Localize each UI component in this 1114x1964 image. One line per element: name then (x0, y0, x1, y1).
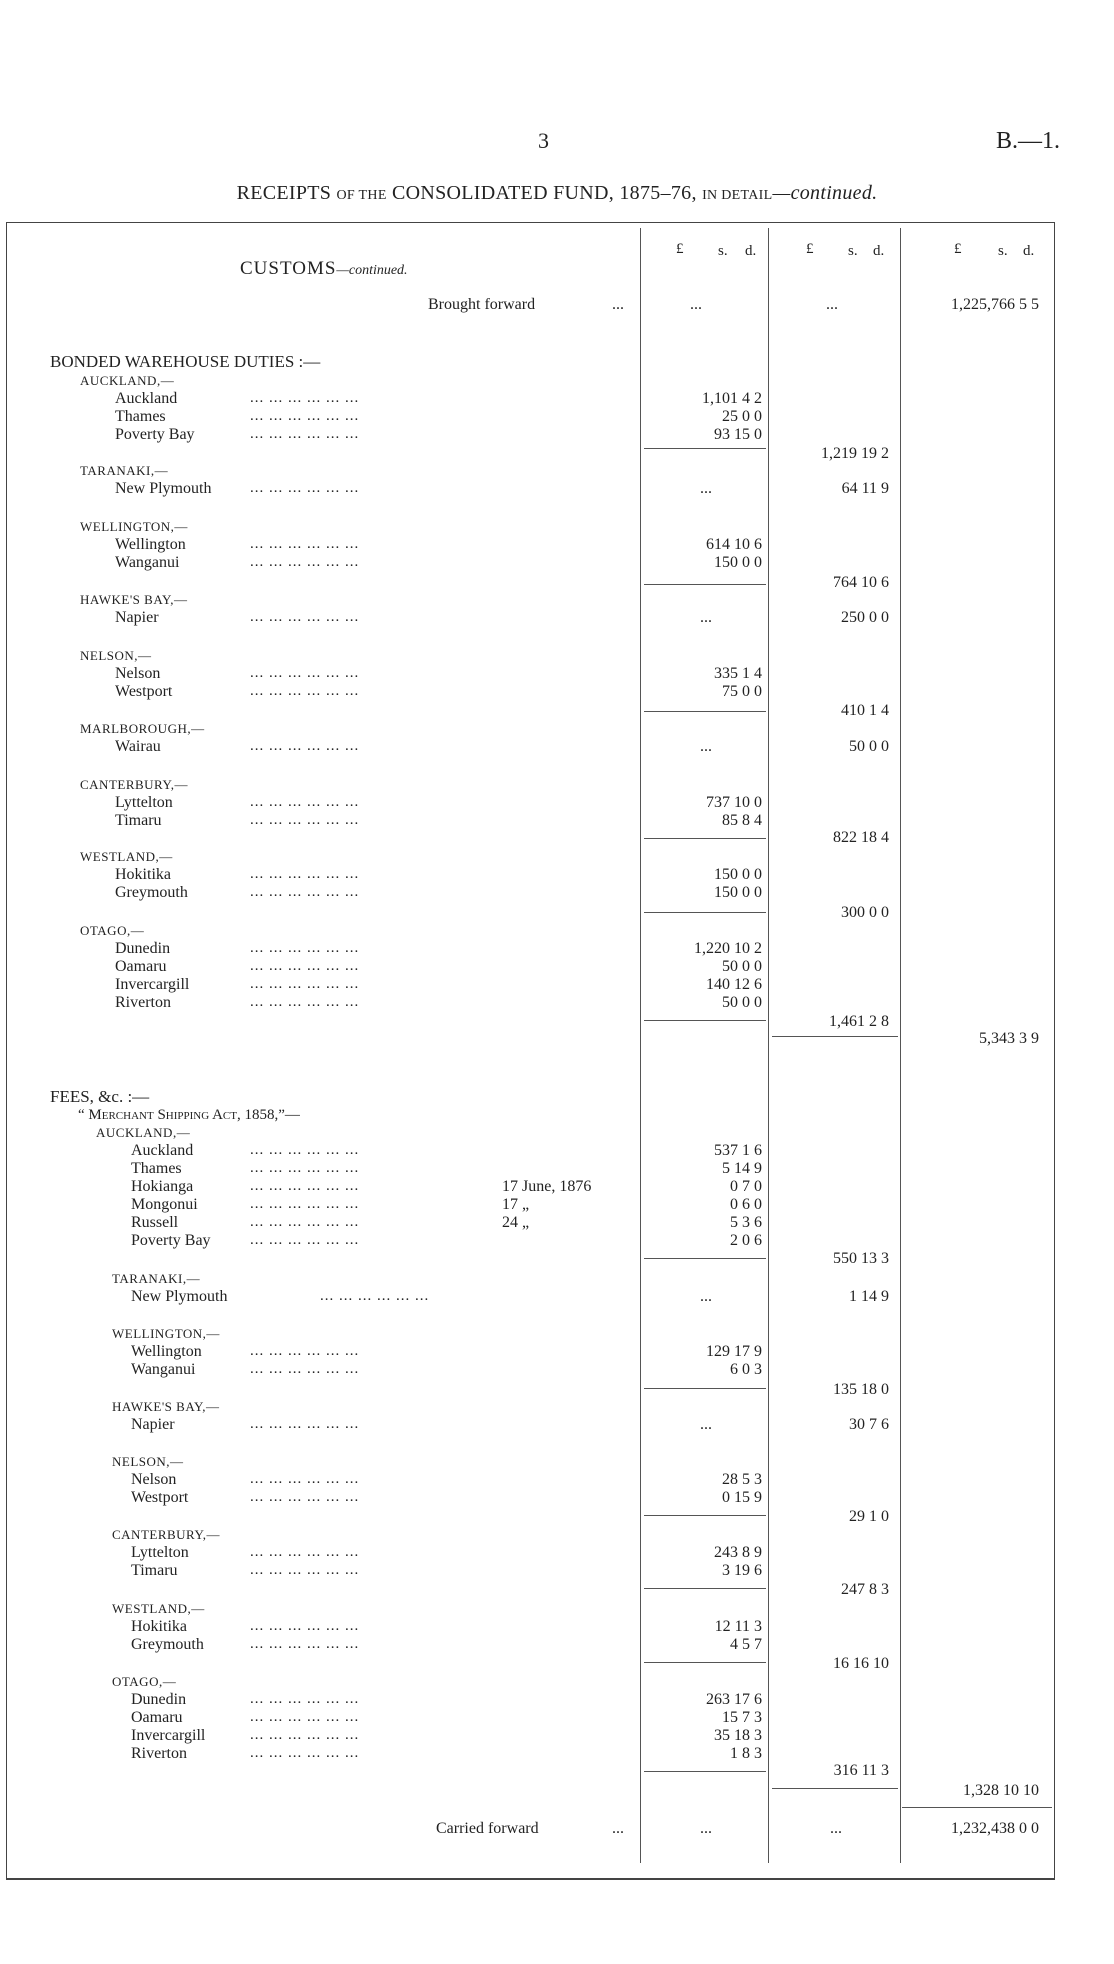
fees-westport-label: Westport (131, 1489, 189, 1506)
leader-dots: ... ... ... ... ... ... (250, 1142, 360, 1158)
leader-dots: ... ... ... ... ... ... (250, 1562, 360, 1578)
bonded-lyttelton-amount: 737 10 0 (706, 794, 762, 811)
fees-thames-label: Thames (131, 1160, 182, 1177)
fees-canterbury-total: 247 8 3 (841, 1581, 889, 1598)
bonded-auckland-label: Auckland (115, 390, 178, 407)
fees-hawkes-bay-total: 30 7 6 (849, 1416, 889, 1433)
bonded-otago-total: 1,461 2 8 (829, 1013, 889, 1030)
total-rule (772, 1788, 898, 1789)
bonded-oamaru-label: Oamaru (115, 958, 167, 975)
column-divider-3 (900, 228, 901, 1863)
bonded-auckland-amount: 1,101 4 2 (702, 390, 762, 407)
subtotal-rule (644, 584, 766, 585)
bonded-nelson-label: Nelson (115, 665, 161, 682)
subtotal-rule (644, 838, 766, 839)
bonded-new-plymouth-amount: ... (700, 480, 712, 497)
total-rule (772, 1036, 898, 1037)
fees-westport-amount: 0 15 9 (722, 1489, 762, 1506)
subtotal-rule (644, 1588, 766, 1589)
fees-wellington-label: Wellington (131, 1343, 202, 1360)
bonded-heading: BONDED WAREHOUSE DUTIES :— (50, 352, 321, 371)
brought-forward-col3: 1,225,766 5 5 (951, 296, 1039, 313)
fees-greymouth-amount: 4 5 7 (730, 1636, 762, 1653)
fees-otago-total: 316 11 3 (833, 1762, 889, 1779)
bonded-invercargill-label: Invercargill (115, 976, 190, 993)
leader-dots: ... ... ... ... ... ... (250, 1232, 360, 1248)
leader-dots: ... ... ... ... ... ... (250, 480, 360, 496)
fees-oamaru-label: Oamaru (131, 1709, 183, 1726)
fees-auckland-amount: 537 1 6 (714, 1142, 762, 1159)
col1-pence-header: d. (745, 243, 757, 259)
fees-wellington-total: 135 18 0 (833, 1381, 889, 1398)
leader-dots: ... ... ... ... ... ... (250, 554, 360, 570)
col3-pounds-header: £ (954, 241, 962, 257)
fees-nelson-label: Nelson (131, 1471, 177, 1488)
bonded-westland-heading: WESTLAND,— (80, 849, 173, 864)
title-in-detail: IN DETAIL (702, 188, 773, 203)
bonded-poverty-bay-label: Poverty Bay (115, 426, 195, 443)
bonded-marlborough-total: 50 0 0 (849, 738, 889, 755)
fees-lyttelton-amount: 243 8 9 (714, 1544, 762, 1561)
fees-hokitika-amount: 12 11 3 (714, 1618, 762, 1635)
fees-nelson-amount: 28 5 3 (722, 1471, 762, 1488)
col3-shillings-header: s. (998, 243, 1008, 259)
fees-nelson-heading: NELSON,— (112, 1454, 184, 1469)
bonded-napier-amount: ... (700, 609, 712, 626)
fees-riverton-label: Riverton (131, 1745, 187, 1762)
leader-dots: ... ... ... ... ... ... (250, 994, 360, 1010)
bonded-oamaru-amount: 50 0 0 (722, 958, 762, 975)
fees-mongonui-label: Mongonui (131, 1196, 198, 1213)
leader-dots: ... ... ... ... ... ... (250, 536, 360, 552)
title-continued: —continued. (772, 182, 878, 204)
fees-wanganui-label: Wanganui (131, 1361, 196, 1378)
subtotal-rule (644, 1020, 766, 1021)
bonded-wanganui-amount: 150 0 0 (714, 554, 762, 571)
bonded-timaru-amount: 85 8 4 (722, 812, 762, 829)
subtotal-rule (644, 912, 766, 913)
fees-poverty-bay-amount: 2 0 6 (730, 1232, 762, 1249)
fees-wanganui-amount: 6 0 3 (730, 1361, 762, 1378)
bonded-hokitika-label: Hokitika (115, 866, 171, 883)
fees-auckland-total: 550 13 3 (833, 1250, 889, 1267)
carried-forward-col1: ... (700, 1820, 712, 1837)
fees-dunedin-amount: 263 17 6 (706, 1691, 762, 1708)
subtotal-rule (644, 1771, 766, 1772)
total-rule (902, 1807, 1052, 1808)
leader-dots: ... ... ... ... ... ... (250, 665, 360, 681)
fees-napier-label: Napier (131, 1416, 175, 1433)
bonded-auckland-total: 1,219 19 2 (821, 445, 889, 462)
col1-pounds-header: £ (676, 241, 684, 257)
bonded-lyttelton-label: Lyttelton (115, 794, 173, 811)
leader-dots: ... ... ... ... ... ... (250, 1745, 360, 1761)
leader-dots: ... ... ... ... ... ... (250, 1196, 360, 1212)
fees-grand-total: 1,328 10 10 (963, 1782, 1039, 1799)
title-receipts: RECEIPTS (236, 182, 332, 204)
fees-napier-amount: ... (700, 1416, 712, 1433)
bonded-westland-total: 300 0 0 (841, 904, 889, 921)
bonded-canterbury-total: 822 18 4 (833, 829, 889, 846)
fees-heading: FEES, &c. :— (50, 1087, 150, 1106)
title-fund: CONSOLIDATED FUND, 1875–76, (392, 182, 697, 204)
leader-dots: ... ... ... ... ... ... (250, 1709, 360, 1725)
leader-dots: ... ... ... ... ... ... (250, 1471, 360, 1487)
subtotal-rule (644, 1515, 766, 1516)
leader-dots: ... ... ... ... ... ... (250, 1489, 360, 1505)
fees-russell-label: Russell (131, 1214, 179, 1231)
bonded-greymouth-label: Greymouth (115, 884, 188, 901)
leader-dots: ... ... ... ... ... ... (250, 1214, 360, 1230)
fees-mongonui-amount: 0 6 0 (730, 1196, 762, 1213)
fees-hokianga-date: 17 June, 1876 (502, 1178, 592, 1195)
fees-hokianga-label: Hokianga (131, 1178, 194, 1195)
fees-wellington-amount: 129 17 9 (706, 1343, 762, 1360)
col3-pence-header: d. (1023, 243, 1035, 259)
fees-invercargill-amount: 35 18 3 (714, 1727, 762, 1744)
bonded-nelson-heading: NELSON,— (80, 648, 152, 663)
brought-forward-dots: ... (612, 296, 624, 313)
leader-dots: ... ... ... ... ... ... (250, 1636, 360, 1652)
bonded-napier-label: Napier (115, 609, 159, 626)
leader-dots: ... ... ... ... ... ... (250, 884, 360, 900)
bonded-invercargill-amount: 140 12 6 (706, 976, 762, 993)
fees-nelson-total: 29 1 0 (849, 1508, 889, 1525)
column-divider-2 (768, 228, 769, 1863)
leader-dots: ... ... ... ... ... ... (250, 408, 360, 424)
carried-forward-col3: 1,232,438 0 0 (951, 1820, 1039, 1837)
fees-timaru-amount: 3 19 6 (722, 1562, 762, 1579)
leader-dots: ... ... ... ... ... ... (250, 1343, 360, 1359)
fees-wellington-heading: WELLINGTON,— (112, 1326, 220, 1341)
bonded-greymouth-amount: 150 0 0 (714, 884, 762, 901)
fees-taranaki-total: 1 14 9 (849, 1288, 889, 1305)
fees-lyttelton-label: Lyttelton (131, 1544, 189, 1561)
col1-shillings-header: s. (718, 243, 728, 259)
leader-dots: ... ... ... ... ... ... (250, 976, 360, 992)
leader-dots: ... ... ... ... ... ... (320, 1288, 430, 1304)
subtotal-rule (644, 1388, 766, 1389)
bonded-wanganui-label: Wanganui (115, 554, 180, 571)
leader-dots: ... ... ... ... ... ... (250, 1361, 360, 1377)
fees-new-plymouth-amount: ... (700, 1288, 712, 1305)
bonded-riverton-amount: 50 0 0 (722, 994, 762, 1011)
bonded-timaru-label: Timaru (115, 812, 162, 829)
fees-poverty-bay-label: Poverty Bay (131, 1232, 211, 1249)
leader-dots: ... ... ... ... ... ... (250, 794, 360, 810)
fees-new-plymouth-label: New Plymouth (131, 1288, 228, 1305)
fees-oamaru-amount: 15 7 3 (722, 1709, 762, 1726)
subtotal-rule (644, 711, 766, 712)
bonded-riverton-label: Riverton (115, 994, 171, 1011)
leader-dots: ... ... ... ... ... ... (250, 866, 360, 882)
bonded-poverty-bay-amount: 93 15 0 (714, 426, 762, 443)
leader-dots: ... ... ... ... ... ... (250, 1416, 360, 1432)
fees-auckland-heading: AUCKLAND,— (96, 1125, 191, 1140)
subtotal-rule (644, 1662, 766, 1663)
leader-dots: ... ... ... ... ... ... (250, 1160, 360, 1176)
fees-thames-amount: 5 14 9 (722, 1160, 762, 1177)
page-number: 3 (538, 128, 549, 153)
fees-russell-date: 24 „ (502, 1214, 530, 1231)
bonded-wairau-label: Wairau (115, 738, 161, 755)
bonded-hokitika-amount: 150 0 0 (714, 866, 762, 883)
bonded-dunedin-amount: 1,220 10 2 (694, 940, 762, 957)
leader-dots: ... ... ... ... ... ... (250, 609, 360, 625)
bonded-otago-heading: OTAGO,— (80, 923, 145, 938)
bonded-westport-amount: 75 0 0 (722, 683, 762, 700)
leader-dots: ... ... ... ... ... ... (250, 1178, 360, 1194)
bonded-wellington-total: 764 10 6 (833, 574, 889, 591)
bonded-wellington-label: Wellington (115, 536, 186, 553)
bonded-taranaki-heading: TARANAKI,— (80, 463, 169, 478)
bonded-westport-label: Westport (115, 683, 173, 700)
brought-forward-col2: ... (826, 296, 838, 313)
carried-forward-label: Carried forward (436, 1820, 539, 1837)
fees-westland-total: 16 16 10 (833, 1655, 889, 1672)
fees-westland-heading: WESTLAND,— (112, 1601, 205, 1616)
leader-dots: ... ... ... ... ... ... (250, 1618, 360, 1634)
bonded-marlborough-heading: MARLBOROUGH,— (80, 721, 205, 736)
fees-timaru-label: Timaru (131, 1562, 178, 1579)
leader-dots: ... ... ... ... ... ... (250, 390, 360, 406)
carried-forward-col2: ... (830, 1820, 842, 1837)
fees-riverton-amount: 1 8 3 (730, 1745, 762, 1762)
leader-dots: ... ... ... ... ... ... (250, 683, 360, 699)
bonded-taranaki-total: 64 11 9 (841, 480, 889, 497)
title-of-the: OF THE (336, 188, 387, 203)
bonded-nelson-amount: 335 1 4 (714, 665, 762, 682)
bonded-grand-total: 5,343 3 9 (979, 1030, 1039, 1047)
leader-dots: ... ... ... ... ... ... (250, 738, 360, 754)
leader-dots: ... ... ... ... ... ... (250, 812, 360, 828)
carried-forward-dots: ... (612, 1820, 624, 1837)
col2-pounds-header: £ (806, 241, 814, 257)
fees-taranaki-heading: TARANAKI,— (112, 1271, 201, 1286)
bonded-nelson-total: 410 1 4 (841, 702, 889, 719)
fees-otago-heading: OTAGO,— (112, 1674, 177, 1689)
fees-auckland-label: Auckland (131, 1142, 194, 1159)
bonded-canterbury-heading: CANTERBURY,— (80, 777, 188, 792)
bonded-thames-label: Thames (115, 408, 166, 425)
brought-forward-col1: ... (690, 296, 702, 313)
leader-dots: ... ... ... ... ... ... (250, 958, 360, 974)
customs-heading: CUSTOMS—continued. (240, 258, 408, 279)
bonded-auckland-heading: AUCKLAND,— (80, 373, 175, 388)
bonded-new-plymouth-label: New Plymouth (115, 480, 212, 497)
leader-dots: ... ... ... ... ... ... (250, 940, 360, 956)
bonded-thames-amount: 25 0 0 (722, 408, 762, 425)
col2-shillings-header: s. (848, 243, 858, 259)
fees-dunedin-label: Dunedin (131, 1691, 187, 1708)
leader-dots: ... ... ... ... ... ... (250, 1691, 360, 1707)
bonded-hawkes-bay-heading: HAWKE'S BAY,— (80, 592, 188, 607)
bonded-hawkes-bay-total: 250 0 0 (841, 609, 889, 626)
subtotal-rule (644, 1258, 766, 1259)
bonded-dunedin-label: Dunedin (115, 940, 171, 957)
fees-hokitika-label: Hokitika (131, 1618, 187, 1635)
bonded-wellington-heading: WELLINGTON,— (80, 519, 188, 534)
fees-hawkes-bay-heading: HAWKE'S BAY,— (112, 1399, 220, 1414)
brought-forward-label: Brought forward (428, 296, 536, 313)
fees-russell-amount: 5 3 6 (730, 1214, 762, 1231)
fees-act-heading: “ Merchant Shipping Act, 1858,”— (78, 1107, 300, 1123)
document-reference: B.—1. (995, 128, 1060, 154)
fees-hokianga-amount: 0 7 0 (730, 1178, 762, 1195)
bonded-wairau-amount: ... (700, 738, 712, 755)
bonded-wellington-amount: 614 10 6 (706, 536, 762, 553)
fees-invercargill-label: Invercargill (131, 1727, 206, 1744)
fees-canterbury-heading: CANTERBURY,— (112, 1527, 220, 1542)
subtotal-rule (644, 448, 766, 449)
fees-greymouth-label: Greymouth (131, 1636, 204, 1653)
fees-mongonui-date: 17 „ (502, 1196, 530, 1213)
leader-dots: ... ... ... ... ... ... (250, 1727, 360, 1743)
page-title (0, 182, 1114, 205)
leader-dots: ... ... ... ... ... ... (250, 1544, 360, 1560)
col2-pence-header: d. (873, 243, 885, 259)
leader-dots: ... ... ... ... ... ... (250, 426, 360, 442)
